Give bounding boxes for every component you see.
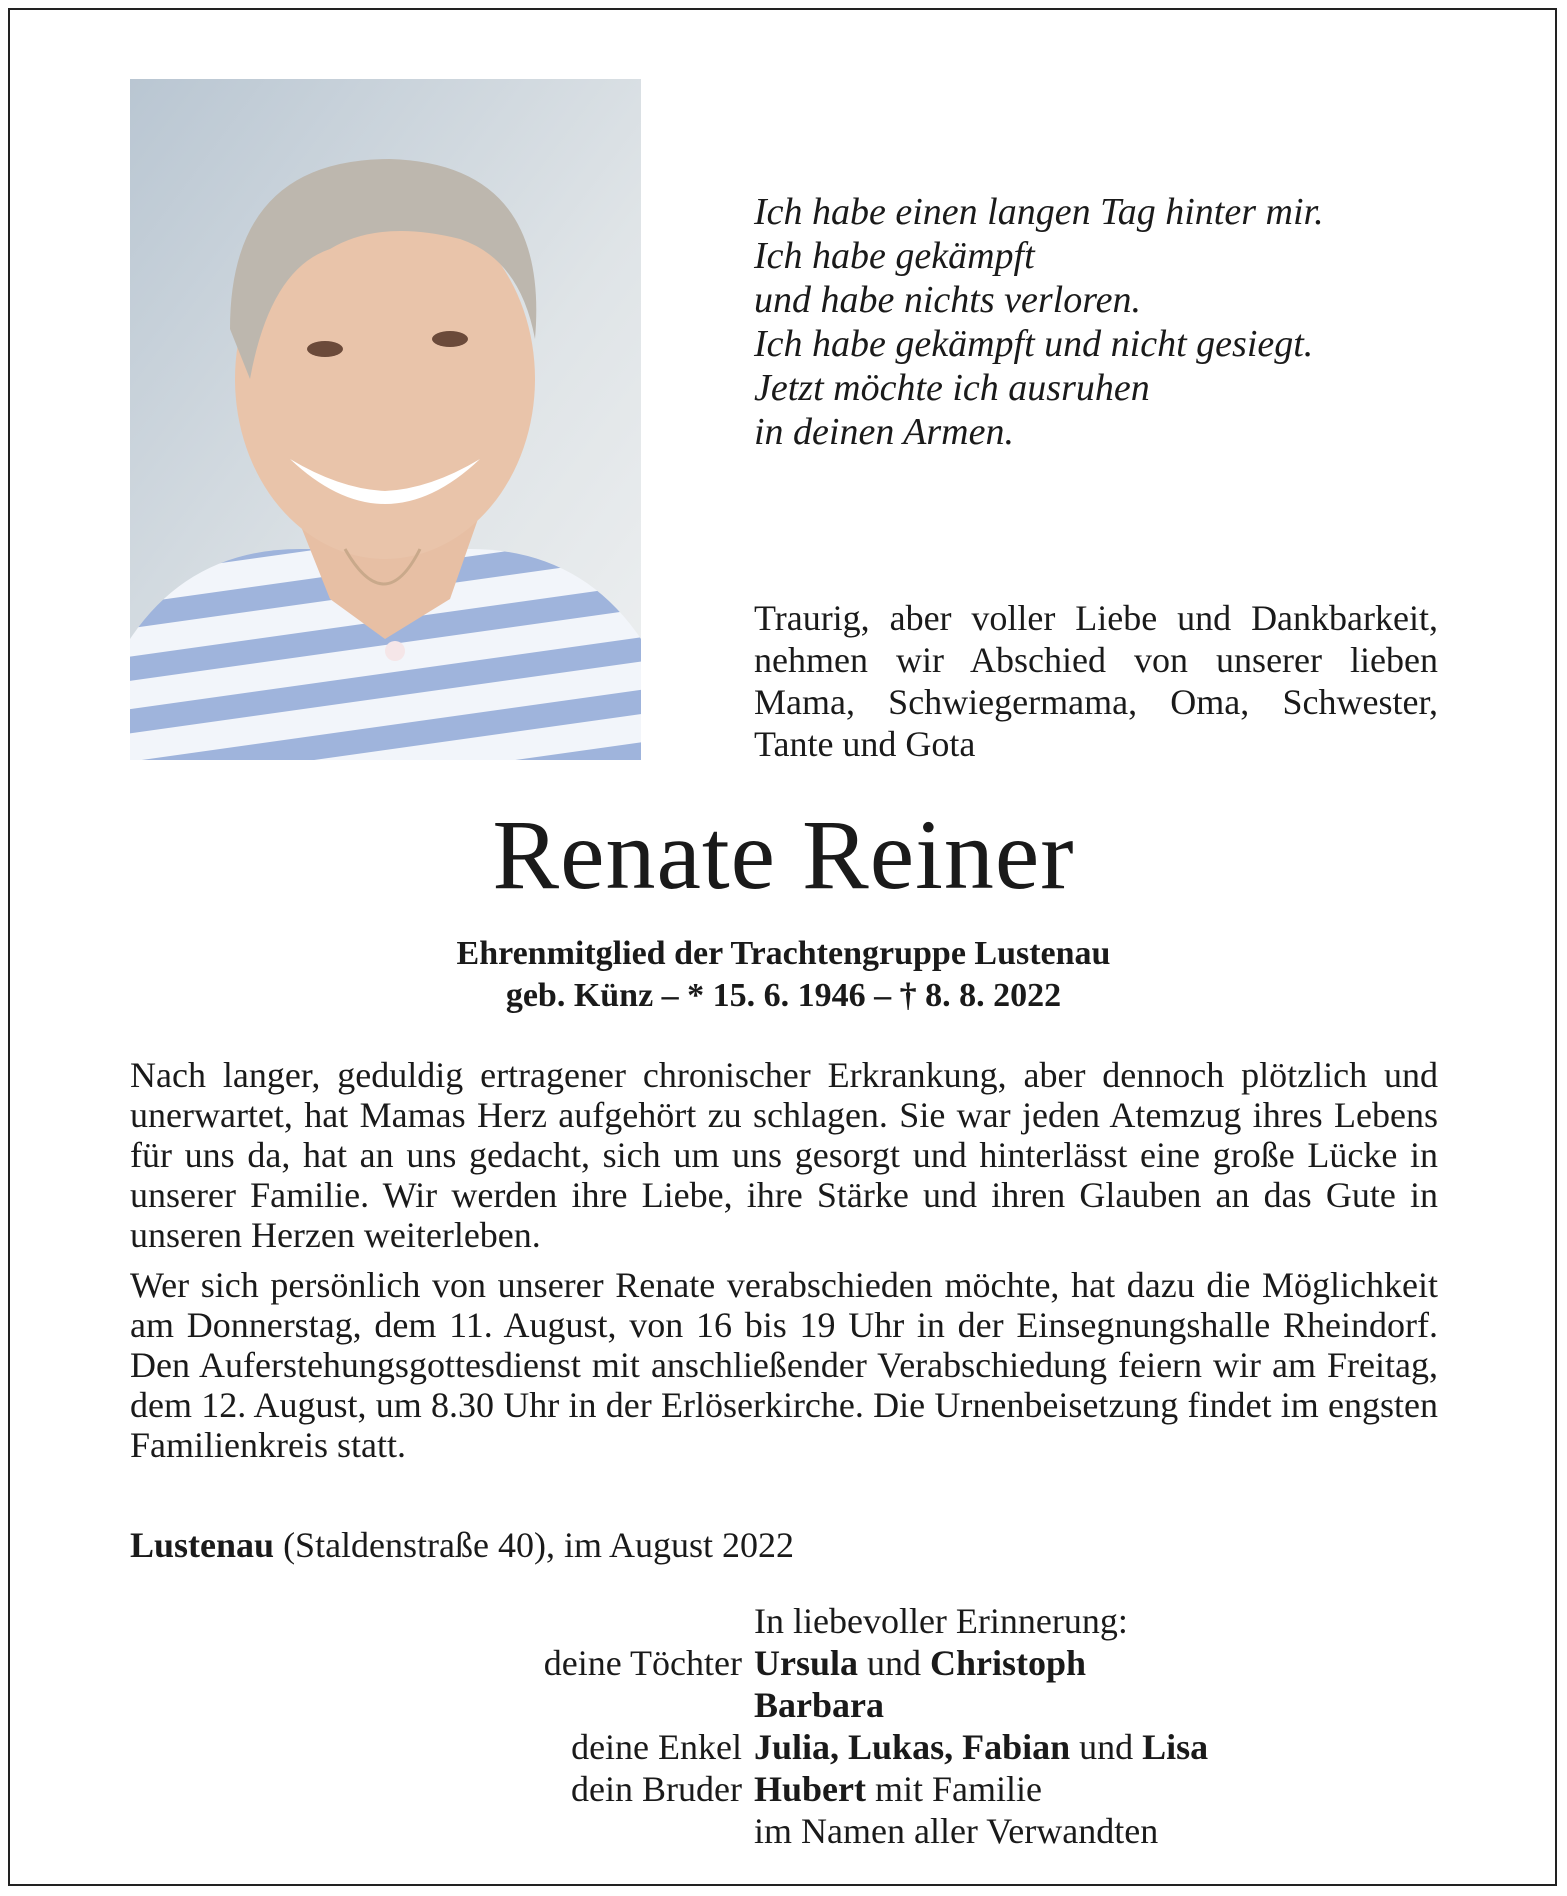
family-names	[754, 1768, 1042, 1810]
subtitle	[0, 933, 1567, 1017]
portrait-photo	[130, 79, 641, 760]
family-names	[754, 1642, 1086, 1684]
deceased-name: Renate Reiner	[492, 799, 1075, 910]
poem-line: Ich habe einen langen Tag hinter mir.	[754, 191, 1324, 233]
poem-line: in deinen Armen.	[754, 411, 1014, 453]
poem-line: und habe nichts verloren.	[754, 279, 1141, 321]
family-name: Lisa	[1142, 1727, 1209, 1767]
body-text	[130, 1055, 1438, 1475]
relatives-line: im Namen aller Verwandten	[754, 1811, 1159, 1851]
poem-line: Ich habe gekämpft und nicht gesiegt.	[754, 323, 1314, 365]
dates-line: geb. Künz – * 15. 6. 1946 – † 8. 8. 2022	[505, 977, 1062, 1014]
memory-heading: In liebevoller Erinnerung:	[754, 1601, 1128, 1641]
place-rest: (Staldenstraße 40), im August 2022	[274, 1525, 795, 1565]
intro-text: Traurig, aber voller Liebe und Dankbarkeit, nehmen wir Abschied von unserer lieben Mama, Schwiegermama, Oma, Schwester, Tante und Gota	[754, 598, 1438, 764]
family-name: Barbara	[754, 1685, 884, 1725]
body-paragraph: Nach langer, geduldig ertragener chronischer Erkrankung, aber dennoch plötzlich und unerwartet, hat Mamas Herz aufgehört zu schlagen. Sie war jeden Atemzug ihres Lebens für uns da, hat an uns gedacht, sich um uns gesorgt und hinterlässt eine große Lücke in unserer Familie. Wir werden ihre Liebe, ihre Stärke und ihren Glauben an das Gute in unseren Herzen weiterleben.	[130, 1055, 1438, 1255]
poem-line: Ich habe gekämpft	[754, 235, 1035, 277]
family-names	[754, 1684, 884, 1726]
family-label: dein Bruder	[571, 1769, 742, 1809]
family-name: Hubert	[754, 1769, 866, 1809]
place-date	[130, 1524, 1130, 1566]
family-connector: und	[1070, 1727, 1143, 1767]
body-paragraph: Wer sich persönlich von unserer Renate verabschieden möchte, hat dazu die Möglichkeit am Donnerstag, dem 11. August, von 16 bis 19 Uhr in der Einsegnungshalle Rheindorf. Den Auferstehungsgottesdienst mit anschließender Verabschiedung feiern wir am Freitag, dem 12. August, um 8.30 Uhr in der Erlöserkirche. Die Urnenbeisetzung findet im engsten Familienkreis statt.	[130, 1265, 1438, 1465]
family-name: Ursula	[754, 1643, 859, 1683]
place-town: Lustenau	[130, 1525, 275, 1565]
family-name: Christoph	[930, 1643, 1087, 1683]
family-connector: mit Familie	[866, 1769, 1042, 1809]
portrait-photo-icon	[130, 79, 641, 760]
family-label: deine Töchter	[543, 1643, 742, 1683]
family-connector: und	[858, 1643, 931, 1683]
poem-line: Jetzt möchte ich ausruhen	[754, 367, 1150, 409]
family-name: Julia, Lukas, Fabian	[754, 1727, 1071, 1767]
poem	[754, 190, 1394, 454]
family-label: deine Enkel	[571, 1727, 742, 1767]
honor-line: Ehrenmitglied der Trachtengruppe Lustenau	[456, 935, 1111, 972]
family-names	[754, 1726, 1208, 1768]
